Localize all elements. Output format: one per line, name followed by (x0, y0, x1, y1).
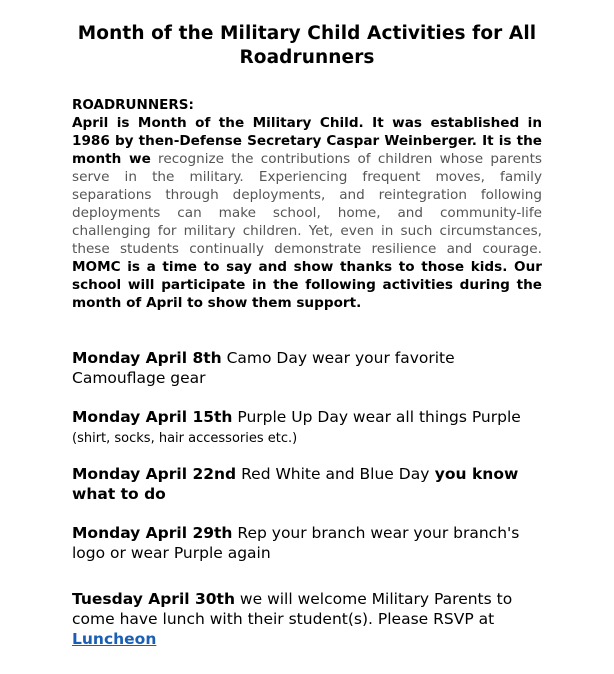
event-description: Camo Day wear your favorite Camouflage gear (72, 349, 455, 387)
event-description-bold: you know what to do (72, 465, 519, 503)
intro-part-1: April is Month of the Military Child. It was established in 1986 by then-Defense Secretary Caspar Weinberger. It is the month we (72, 115, 542, 167)
event-day: Tuesday April 30th (72, 590, 235, 608)
event-item (72, 348, 552, 388)
event-item (72, 464, 552, 504)
event-item (72, 523, 552, 563)
event-day: Monday April 29th (72, 524, 233, 542)
intro-part-2: recognize the contributions of children whose parents serve in the military. Experiencing frequent moves, family separations through deployments, and reintegration following deployments can make school, home, and community-life challenging for military children. Yet, even in such circumstances, these students continually demonstrate resilience and courage. (72, 151, 542, 257)
intro-block (72, 96, 542, 312)
event-day: Monday April 22nd (72, 465, 237, 483)
event-day: Monday April 15th (72, 408, 233, 426)
event-description: Purple Up Day wear all things Purple (232, 408, 521, 426)
event-note: (shirt, socks, hair accessories etc.) (72, 431, 298, 446)
luncheon-link[interactable]: Luncheon (72, 630, 157, 648)
event-day: Monday April 8th (72, 349, 222, 367)
intro-paragraph (72, 114, 542, 312)
greeting: ROADRUNNERS: (72, 97, 194, 113)
event-item (72, 407, 552, 449)
event-item (72, 589, 552, 649)
event-description: Rep your branch wear your branch's logo or wear Purple again (72, 524, 520, 562)
event-description: we will welcome Military Parents to come have lunch with their student(s). Please RSVP at (72, 590, 513, 628)
event-description: Red White and Blue Day (236, 465, 430, 483)
page-title: Month of the Military Child Activities for All Roadrunners (77, 23, 537, 68)
intro-part-3: MOMC is a time to say and show thanks to those kids. Our school will participate in the following activities during the month of April to show them support. (72, 259, 542, 311)
